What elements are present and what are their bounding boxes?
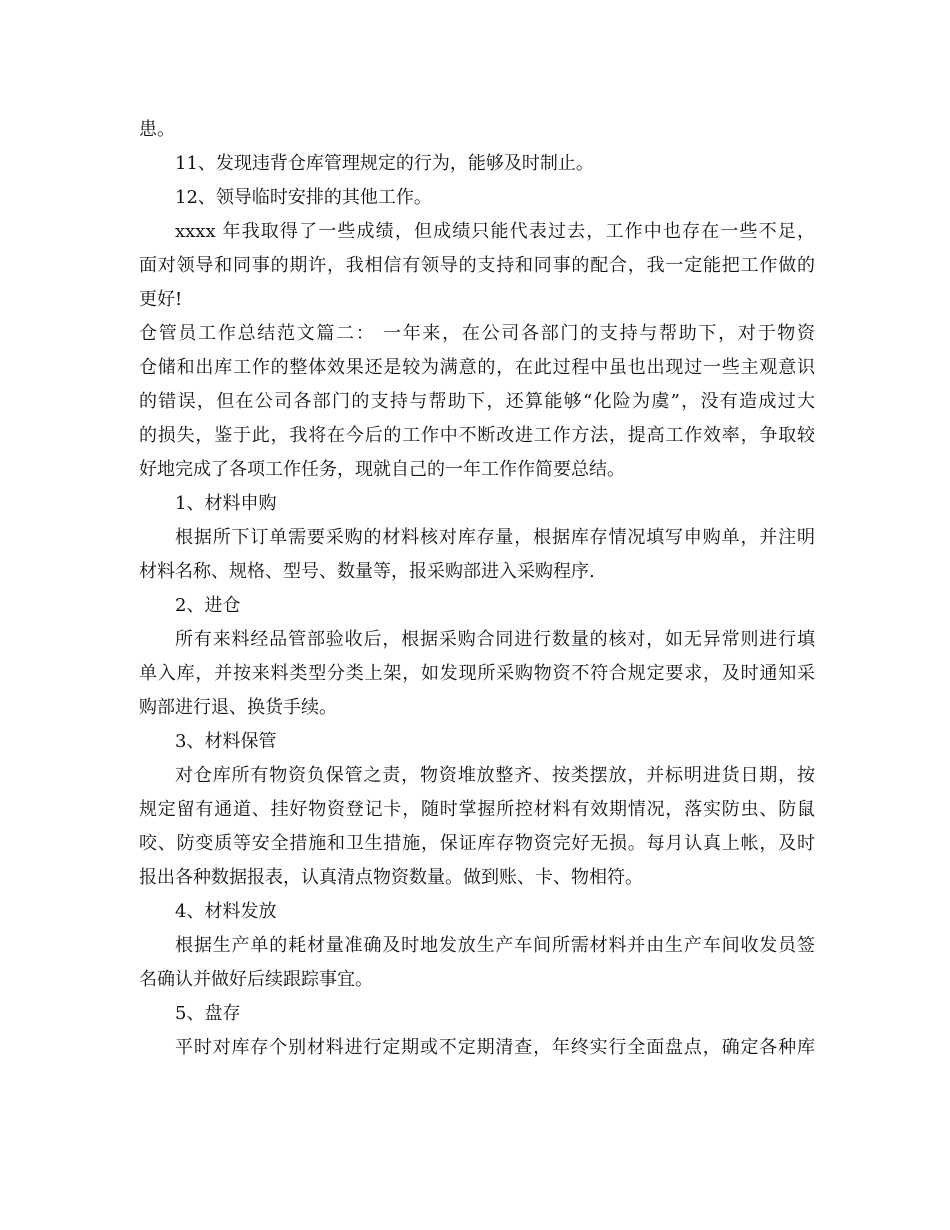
text-line: 咬、防变质等安全措施和卫生措施，保证库存物资完好无损。每月认真上帐，及时 xyxy=(139,833,815,854)
text-line: 根据生产单的耗材量准确及时地发放生产车间所需材料并由生产车间收发员签 xyxy=(175,935,815,956)
text-line: 对仓库所有物资负保管之责，物资堆放整齐、按类摆放，并标明进货日期，按 xyxy=(175,765,815,786)
text-line: 3、材料保管 xyxy=(175,731,277,752)
text-line: 11、发现违背仓库管理规定的行为，能够及时制止。 xyxy=(175,153,594,174)
text-line: 更好! xyxy=(139,289,183,310)
text-line: 报出各种数据报表，认真清点物资数量。做到账、卡、物相符。 xyxy=(139,867,643,888)
text-line: 的错误，但在公司各部门的支持与帮助下，还算能够“化险为虞”，没有造成过大 xyxy=(139,391,815,412)
text-line: 根据所下订单需要采购的材料核对库存量，根据库存情况填写申购单，并注明 xyxy=(175,527,815,548)
text-line: 12、领导临时安排的其他工作。 xyxy=(175,187,432,208)
text-line: 购部进行退、换货手续。 xyxy=(139,697,337,718)
text-line: 5、盘存 xyxy=(175,1003,241,1024)
text-line: 材料名称、规格、型号、数量等，报采购部进入采购程序. xyxy=(139,561,595,582)
text-line: 1、材料申购 xyxy=(175,493,277,514)
text-line: 4、材料发放 xyxy=(175,901,277,922)
text-line: 好地完成了各项工作任务，现就自己的一年工作作简要总结。 xyxy=(139,459,625,480)
text-line: 所有来料经品管部验收后，根据采购合同进行数量的核对，如无异常则进行填 xyxy=(175,629,815,650)
text-line: 的损失，鉴于此，我将在今后的工作中不断改进工作方法，提高工作效率，争取较 xyxy=(139,425,815,446)
text-line: 仓储和出库工作的整体效果还是较为满意的，在此过程中虽也出现过一些主观意识 xyxy=(139,357,815,378)
text-line: 名确认并做好后续跟踪事宜。 xyxy=(139,969,373,990)
text-line: 仓管员工作总结范文篇二： 一年来，在公司各部门的支持与帮助下，对于物资 xyxy=(139,323,815,344)
text-line: 2、进仓 xyxy=(175,595,241,616)
text-line: 患。 xyxy=(139,119,175,140)
text-line: xxxx 年我取得了一些成绩，但成绩只能代表过去，工作中也存在一些不足， xyxy=(175,221,815,242)
text-line: 单入库，并按来料类型分类上架，如发现所采购物资不符合规定要求，及时通知采 xyxy=(139,663,815,684)
document-body xyxy=(139,113,815,1065)
text-line: 规定留有通道、挂好物资登记卡，随时掌握所控材料有效期情况，落实防虫、防鼠 xyxy=(139,799,815,820)
text-line: 面对领导和同事的期许，我相信有领导的支持和同事的配合，我一定能把工作做的 xyxy=(139,255,815,276)
text-line: 平时对库存个别材料进行定期或不定期清查，年终实行全面盘点，确定各种库 xyxy=(175,1037,815,1058)
